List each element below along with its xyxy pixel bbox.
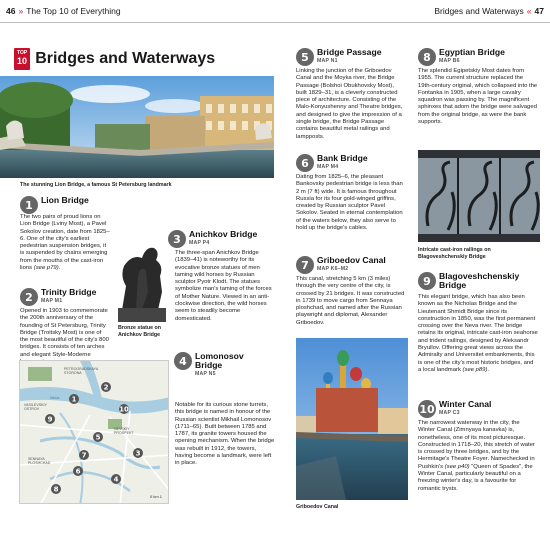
svg-text:4: 4 [113,475,119,484]
chevron-right-icon: » [18,6,24,16]
header-rule [0,22,550,23]
map-reference: MAP B6 [439,58,460,64]
entry-9-text: This elegant bridge, which has also been known as the Nicholas Bridge and the Lieutenant Shmidt Bridge since its construction in 1850, was the first permanent crossing over the Neva river. The bridge retains its original, intricate cast-iron seahorse and trident railings, designed by Aleksandr Bryullov. Offering great views across the Admiralty and Universitet embankments, this is one of the city's most historic bridges, and a local landmark (see p89). [418,294,538,373]
entry-title: Egyptian Bridge [439,47,505,57]
entry-2-heading [20,288,96,306]
svg-text:2: 2 [103,383,109,392]
map-label: PETROGRADSKAYA STORONA [64,367,99,375]
page-number-left: 46 [6,6,16,16]
map-label: NEVSKIY PROSPEKT [114,427,134,435]
entry-number-badge: 1 [20,196,38,214]
entry-3-text: The three-span Anichkov Bridge (1839–41) is noteworthy for its evocative bronze statues of men taming wild horses by Russian sculptor Pyotr Klodt. The statues symbolize man's taming of the forces of Mother Nature. Viewed in an anti-clockwise direction, the wild horses seem to steadily become domesticated. [175,250,272,322]
griboedov-caption: Griboedov Canal [296,504,339,510]
entry-number-badge: 8 [418,48,436,66]
page-header-right [434,0,544,22]
svg-text:6: 6 [75,467,81,476]
entry-number-badge: 4 [174,352,192,370]
entry-6-text: Dating from 1825–6, the pleasant Bankovsky pedestrian bridge is less than 2 m (7 ft) wide. It is famous throughout Russia for its four gold-winged griffins, created by Russian sculptor Pavel Sokolov. Seated in eternal contemplation of the waters below, they also serve to hold up the bridge's cables. [296,174,403,232]
map-label: SENNAYA PLOSHCHAD [28,457,51,465]
entry-title: Trinity Bridge [41,287,97,297]
map-scale: 0 km 1 [149,494,162,499]
svg-text:1: 1 [71,395,77,404]
griboedov-canal-photo [296,338,408,500]
entry-number-badge: 7 [296,256,314,274]
anichkov-statue-photo [112,236,172,322]
entry-8-heading [418,48,505,66]
entry-7-heading [296,256,386,274]
top10-badge: TOP 10 [14,48,30,70]
map-reference: MAP C3 [439,410,460,416]
map-reference: MAP P4 [189,240,210,246]
entry-title: Griboedov Canal [317,255,386,265]
entry-4-text: Notable for its curious stone turrets, this bridge is named in honour of the Russian scientist Mikhail Lomonosov (1711–65). Built between 1785 and 1787, its granite towers housed the opening mechanism. When the bridge was rebuilt in 1912, the towers, having become a landmark, were left in place. [175,402,275,467]
entry-number-badge: 5 [296,48,314,66]
svg-text:8: 8 [53,485,59,494]
entry-6-heading [296,154,368,172]
entry-title: Bridge Passage [317,47,382,57]
entry-5-heading [296,48,381,66]
entry-title: Blagoveshchenskiy Bridge [439,271,520,290]
running-head-right: Bridges and Waterways [434,6,524,16]
map-reference: MAP N5 [195,371,216,377]
entry-1-heading [20,196,89,214]
svg-text:9: 9 [47,415,53,424]
statue-caption: Bronze statue on Anichkov Bridge [118,325,161,338]
map-reference: MAP M1 [41,298,63,304]
lion-bridge-caption: The stunning Lion Bridge, a famous St Petersburg landmark [20,182,172,188]
entry-1-text: The two pairs of proud lions on Lion Bridge (Lviny Most), a Pavel Sokolov creation, date from 1825–6. One of the city's earliest pedestrian suspension bridges, it is suspended by chains emerging from the mouths of the cast-iron lions (see p79). [20,214,110,272]
entry-10-heading [418,400,491,418]
map-reference: MAP M4 [317,164,339,170]
page-header-left [6,0,121,22]
entry-number-badge: 3 [168,230,186,248]
entry-title: Lion Bridge [41,195,89,205]
svg-text:7: 7 [81,451,87,460]
map-reference: MAP K6–M2 [317,266,349,272]
railings-photo [418,150,540,242]
entry-number-badge: 2 [20,288,38,306]
running-head-left: The Top 10 of Everything [26,6,121,16]
page-title: Bridges and Waterways [35,50,216,67]
map-reference: MAP N1 [317,58,338,64]
entry-8-text: The splendid Egipetskiy Most dates from 1955. The current structure replaced the 19th-century original, which collapsed into the Fontanka in 1905, when a large cavalry squadron was passing by. The magnificent sphinxes that adorn the bridge were salvaged from the original bridge, as were the bank supports. [418,68,538,126]
entry-title: Winter Canal [439,399,492,409]
entry-title: Lomonosov Bridge [195,351,244,370]
entry-number-badge: 6 [296,154,314,172]
entry-7-text: This canal, stretching 5 km (3 miles) through the very centre of the city, is crossed by 21 bridges. It was constructed in 1739 to move cargo from Sennaya ploshchad, and named after the Russian playwright and diplomat, Alexander Griboedov. [296,276,405,326]
svg-text:10: 10 [119,405,129,414]
entry-5-text: Linking the junction of the Griboedov Canal and the Moyka river, the Bridge Passage (Bolshoi Obukhovsky Most), built 1829–31, is a cleverly constructed piece of architecture. Consisting of the Malo-Konyushenny and Theatre bridges, and designed to give the impression of a single bridge, the Bridge Passage contains beautiful metal railings and lampposts. [296,68,403,140]
city-map [19,360,169,504]
entry-title: Anichkov Bridge [189,229,258,239]
map-label: Neva [50,395,60,400]
entry-title: Bank Bridge [317,153,368,163]
entry-2-text: Opened in 1903 to commemorate the 200th anniversary of the founding of St Petersburg, Trinity Bridge (Troitsky Most) is one of the most beautiful of the city's 800 bridges. It consists of ten arches and elegant Style-Moderne [20,308,109,358]
map-label: VASILEVSKIY OSTROV [24,403,47,411]
lion-bridge-photo [0,76,274,178]
svg-text:5: 5 [95,433,101,442]
entry-number-badge: 9 [418,272,436,290]
svg-text:3: 3 [135,449,141,458]
entry-4-heading [174,352,255,378]
entry-3-heading [168,230,257,248]
entry-9-heading [418,272,535,290]
page-title-block [14,48,215,70]
entry-number-badge: 10 [418,400,436,418]
page-number-right: 47 [534,6,544,16]
chevron-left-icon: « [526,6,532,16]
railings-caption: Intricate cast-iron railings on Blagoveshchenskiy Bridge [418,247,491,260]
entry-10-text: The narrowest waterway in the city, the Winter Canal (Zimnyaya kanavka) is, nonetheless, one of its most picturesque. Constructed in 1718–20, this stretch of water is crossed by three bridges, and by the Hermitage's Theatre Foyer. Namechecked in Pushkin's (see p40) "Queen of Spades", the Winter Canal, particularly beautiful on a freezing winter's day, is a favourite for romantic trysts. [418,420,535,492]
